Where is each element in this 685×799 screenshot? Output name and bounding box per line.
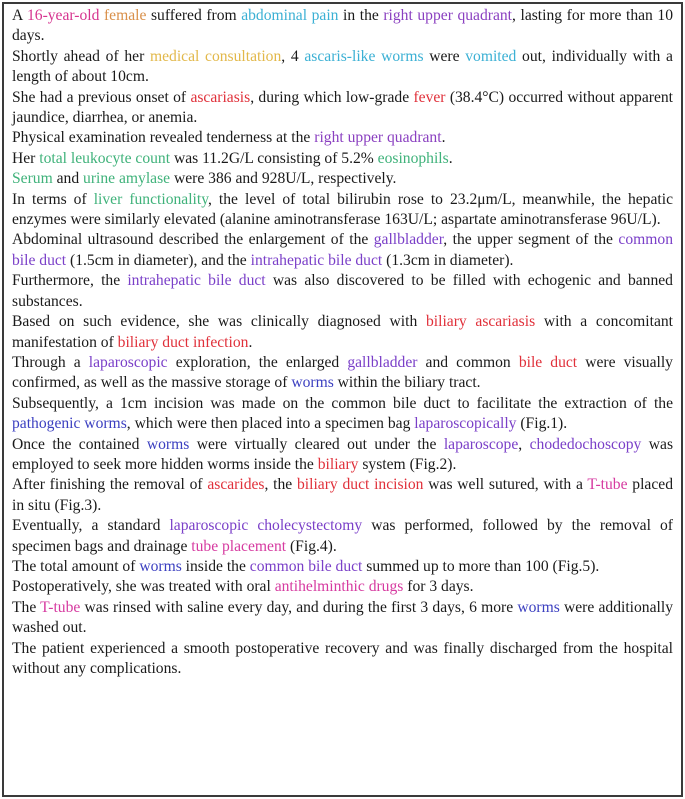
paragraph [12,88,673,129]
text-segment: Based on such evidence, she was clinically diagnosed with [12,313,426,331]
highlighted-term: worms [139,557,182,575]
highlighted-term: Serum [12,170,53,188]
highlighted-term: bile duct [518,353,578,371]
text-segment: , 4 [281,47,305,65]
text-segment: . [248,333,253,351]
paragraph [12,516,673,557]
text-segment: was rinsed with saline every day, and during the first 3 days, 6 more [80,598,518,616]
text-segment: , [518,435,530,453]
text-segment: The total amount of [12,557,140,575]
highlighted-term: female [103,7,147,24]
text-segment: summed up to more than 100 (Fig.5). [362,557,600,575]
paragraph [12,312,673,353]
highlighted-term: common bile duct [249,557,363,575]
text-segment: Eventually, a standard [12,517,170,535]
text-segment: with a concomitant manifestation of [12,313,674,351]
text-segment: (1.3cm in diameter). [382,251,514,269]
highlighted-term: urine amylase [83,170,171,188]
highlighted-term: medical consultation [149,47,282,65]
case-summary-box [2,2,683,797]
text-segment: in the [338,7,384,24]
text-segment: was performed, followed by the removal of specimen bags and drainage [12,517,673,555]
paragraph [12,169,673,189]
highlighted-term: intrahepatic bile duct [250,251,383,269]
text-segment: After finishing the removal of [12,476,208,494]
highlighted-term: gallbladder [373,231,444,249]
highlighted-term: gallbladder [347,353,418,371]
highlighted-term: laparoscopic cholecystectomy [169,517,363,535]
text-segment: placed in situ (Fig.3). [12,476,673,514]
highlighted-term: intrahepatic bile duct [127,272,266,290]
text-segment: inside the [181,557,250,575]
text-segment: , the upper segment of the [443,231,619,249]
paragraph [12,577,673,597]
text-segment: In terms of [12,190,94,208]
paragraph [12,394,673,435]
text-segment: (1.5cm in diameter), and the [66,251,251,269]
text-segment: for 3 days. [403,578,474,596]
highlighted-term: biliary ascariasis [425,313,536,331]
text-segment: (Fig.1). [516,415,568,433]
highlighted-term: laparoscopically [414,415,517,433]
text-segment: Shortly ahead of her [12,47,150,65]
highlighted-term: T-tube [40,598,81,616]
text-segment: was also discovered to be filled with echogenic and banned substances. [12,272,673,310]
highlighted-term: laparoscopic [88,353,168,371]
highlighted-term: liver functionality [93,190,208,208]
text-segment: Through a [12,353,89,371]
highlighted-term: biliary [317,455,359,473]
paragraph [12,128,673,148]
text-segment: were 386 and 928U/L, respectively. [170,170,397,188]
highlighted-term: vomited [465,47,517,65]
text-segment: was well sutured, with a [423,476,588,494]
highlighted-term: T-tube [587,476,628,494]
text-segment: The [12,598,41,616]
highlighted-term: pathogenic worms [12,415,127,433]
text-segment: Subsequently, a 1cm incision was made on the common bile duct to facilitate the extraction of the [12,394,673,412]
highlighted-term: biliary duct incision [297,476,424,494]
case-summary-text [4,4,681,679]
paragraph [12,475,673,516]
text-segment: system (Fig.2). [358,455,457,473]
text-segment: was 11.2G/L consisting of 5.2% [170,149,378,167]
text-segment: out, individually with a length of about 10cm. [12,47,673,86]
highlighted-term: worms [517,598,560,616]
highlighted-term: fever [413,88,446,106]
text-segment: Once the contained [12,435,147,453]
paragraph [12,230,673,271]
paragraph [12,639,673,680]
paragraph [12,6,673,47]
paragraph [12,149,673,169]
text-segment: suffered from [146,7,242,24]
text-segment: A [12,7,27,24]
highlighted-term: ascariasis [190,88,251,106]
text-segment: within the biliary tract. [333,374,481,392]
paragraph [12,598,673,639]
text-segment: Furthermore, the [12,272,128,290]
highlighted-term: right upper quadrant [314,129,442,147]
highlighted-term: worms [146,435,190,453]
text-segment: , the level of total bilirubin rose to 23.2μm/L, meanwhile, the hepatic enzymes were similarly elevated (alanine aminotransferase 163U/L; aspartate aminotransferase 96U/L). [12,190,673,229]
paragraph [12,190,673,231]
highlighted-term: eosinophils [377,149,449,167]
text-segment: exploration, the enlarged [167,353,348,371]
highlighted-term: total leukocyte count [39,149,171,167]
text-segment: Her [12,149,40,167]
text-segment: were additionally washed out. [12,598,673,637]
highlighted-term: 16-year-old [26,7,100,24]
text-segment: , lasting for more than 10 days. [12,7,673,45]
text-segment: The patient experienced a smooth postoperative recovery and was finally discharged from the hospital without any complications. [12,639,673,677]
highlighted-term: abdominal pain [241,7,339,24]
text-segment: Abdominal ultrasound described the enlargement of the [12,231,374,249]
text-segment: , during which low-grade [250,88,414,106]
paragraph [12,271,673,312]
text-segment: and [52,170,84,188]
paragraph [12,353,673,394]
highlighted-term: right upper quadrant [383,7,513,24]
text-segment: (Fig.4). [286,537,337,555]
paragraph [12,435,673,476]
highlighted-term: antihelminthic drugs [274,578,404,596]
text-segment: Physical examination revealed tenderness at the [12,129,315,147]
text-segment: , the [264,476,297,494]
text-segment: were virtually cleared out under the [189,435,444,453]
paragraph [12,47,673,88]
text-segment: . [448,149,453,167]
text-segment: , which were then placed into a specimen bag [126,415,415,433]
text-segment: (38.4°C) occurred without apparent jaundice, diarrhea, or anemia. [12,88,673,127]
highlighted-term: chodedochoscopy [529,435,642,453]
paragraph [12,557,673,577]
text-segment: She had a previous onset of [12,88,191,106]
highlighted-term: common bile duct [12,231,673,269]
highlighted-term: biliary duct infection [117,333,249,351]
text-segment: Postoperatively, she was treated with oral [12,578,275,596]
highlighted-term: tube placement [191,537,287,555]
text-segment: was employed to seek more hidden worms inside the [12,435,674,473]
highlighted-term: ascaris-like worms [304,47,424,65]
highlighted-term: laparoscope [443,435,519,453]
text-segment: were visually confirmed, as well as the massive storage of [12,353,673,392]
highlighted-term: ascarides [207,476,265,494]
text-segment: were [423,47,466,65]
text-segment: and common [417,353,519,371]
text-segment: . [441,129,446,147]
highlighted-term: worms [291,374,334,392]
